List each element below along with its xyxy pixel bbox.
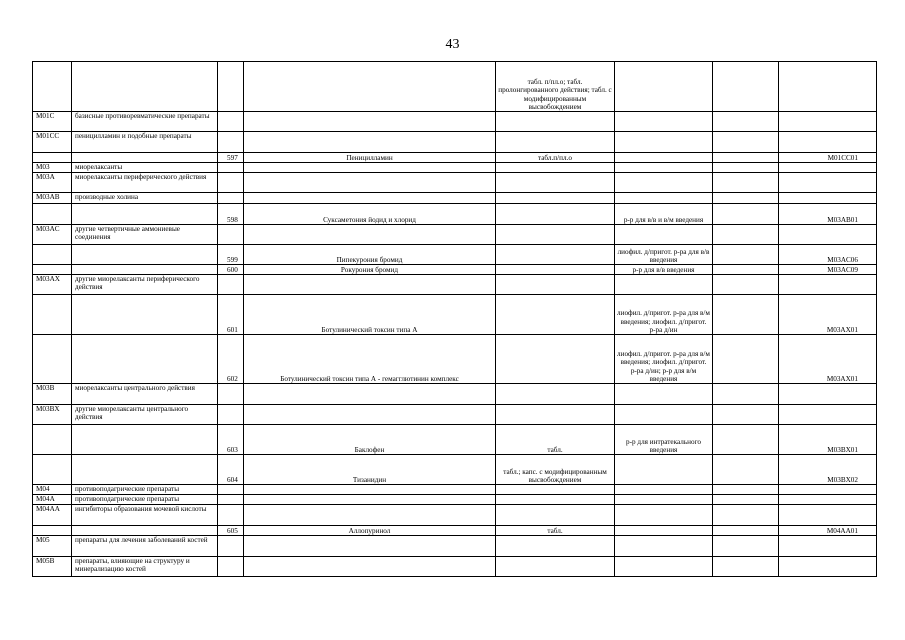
atc-code: M03BX01	[779, 425, 877, 455]
drug-name	[244, 163, 496, 173]
dosage-form	[496, 193, 615, 204]
empty-cell	[713, 384, 779, 405]
atc-code	[779, 557, 877, 577]
row-number	[218, 557, 244, 577]
dosage-form-hospital	[615, 455, 713, 485]
dosage-form	[496, 173, 615, 193]
table-row	[33, 275, 877, 295]
row-number	[218, 275, 244, 295]
atc-group-code: M04A	[33, 495, 72, 505]
dosage-form: табл.п/пл.о	[496, 153, 615, 163]
row-number: 602	[218, 335, 244, 384]
drug-name: Ботулинический токсин типа А - гемагглютинин комплекс	[244, 335, 496, 384]
row-number: 601	[218, 295, 244, 335]
drug-name	[244, 173, 496, 193]
empty-cell	[713, 265, 779, 275]
drug-name	[244, 225, 496, 245]
dosage-form	[496, 265, 615, 275]
table-row	[33, 193, 877, 204]
atc-code	[779, 62, 877, 112]
dosage-form-hospital	[615, 485, 713, 495]
dosage-form-hospital	[615, 557, 713, 577]
atc-group-code	[33, 265, 72, 275]
atc-code: M03BX02	[779, 455, 877, 485]
atc-code	[779, 495, 877, 505]
atc-group-name	[72, 245, 218, 265]
row-number: 603	[218, 425, 244, 455]
atc-group-code	[33, 62, 72, 112]
drug-name	[244, 485, 496, 495]
drug-name: Тизанидин	[244, 455, 496, 485]
table-row	[33, 405, 877, 425]
atc-code: M04AA01	[779, 526, 877, 536]
dosage-form	[496, 557, 615, 577]
row-number	[218, 405, 244, 425]
atc-group-name: миорелаксанты центрального действия	[72, 384, 218, 405]
row-number: 600	[218, 265, 244, 275]
atc-group-name: другие четвертичные аммониевые соединения	[72, 225, 218, 245]
dosage-form	[496, 112, 615, 132]
row-number: 604	[218, 455, 244, 485]
row-number	[218, 384, 244, 405]
dosage-form-hospital	[615, 495, 713, 505]
atc-group-code: M03A	[33, 173, 72, 193]
dosage-form-hospital	[615, 405, 713, 425]
atc-group-code	[33, 153, 72, 163]
dosage-form	[496, 132, 615, 153]
table-row	[33, 335, 877, 384]
table-row	[33, 204, 877, 225]
dosage-form-hospital	[615, 275, 713, 295]
drug-name	[244, 112, 496, 132]
empty-cell	[713, 275, 779, 295]
dosage-form	[496, 225, 615, 245]
atc-code	[779, 536, 877, 557]
table-row	[33, 536, 877, 557]
dosage-form	[496, 163, 615, 173]
dosage-form-hospital: лиофил. д/пригот. р-ра для в/м введения; лиофил. д/пригот. р-ра д/ин; р-р для в/м введения	[615, 335, 713, 384]
drug-name	[244, 275, 496, 295]
dosage-form	[496, 405, 615, 425]
atc-group-name	[72, 526, 218, 536]
atc-group-code: M03AX	[33, 275, 72, 295]
drug-name	[244, 384, 496, 405]
empty-cell	[713, 112, 779, 132]
atc-group-name	[72, 455, 218, 485]
atc-code	[779, 505, 877, 526]
empty-cell	[713, 173, 779, 193]
atc-group-code: M03BX	[33, 405, 72, 425]
atc-group-name: противоподагрические препараты	[72, 495, 218, 505]
atc-code	[779, 225, 877, 245]
atc-group-name: препараты, влияющие на структуру и минерализацию костей	[72, 557, 218, 577]
dosage-form-hospital	[615, 225, 713, 245]
dosage-form	[496, 335, 615, 384]
atc-group-code	[33, 245, 72, 265]
atc-group-name	[72, 335, 218, 384]
table-row	[33, 62, 877, 112]
dosage-form: табл.	[496, 526, 615, 536]
atc-code: M01CC01	[779, 153, 877, 163]
drug-name: Пеницилламин	[244, 153, 496, 163]
atc-group-code: M05B	[33, 557, 72, 577]
atc-group-name: базисные противоревматические препараты	[72, 112, 218, 132]
empty-cell	[713, 225, 779, 245]
row-number	[218, 225, 244, 245]
atc-group-code: M03B	[33, 384, 72, 405]
row-number	[218, 173, 244, 193]
empty-cell	[713, 62, 779, 112]
dosage-form-hospital	[615, 505, 713, 526]
atc-code	[779, 405, 877, 425]
dosage-form-hospital	[615, 193, 713, 204]
drug-name	[244, 505, 496, 526]
dosage-form-hospital: р-р для в/в введения	[615, 265, 713, 275]
row-number	[218, 193, 244, 204]
atc-group-name: производные холина	[72, 193, 218, 204]
dosage-form-hospital	[615, 112, 713, 132]
empty-cell	[713, 485, 779, 495]
row-number	[218, 505, 244, 526]
table-row	[33, 557, 877, 577]
atc-group-code	[33, 526, 72, 536]
dosage-form-hospital	[615, 526, 713, 536]
drug-name: Пипекурония бромид	[244, 245, 496, 265]
row-number	[218, 495, 244, 505]
dosage-form: табл.; капс. с модифицированным высвобождением	[496, 455, 615, 485]
table-row	[33, 455, 877, 485]
dosage-form-hospital	[615, 536, 713, 557]
drug-name: Рокурония бромид	[244, 265, 496, 275]
atc-group-name	[72, 425, 218, 455]
atc-group-code: M03AB	[33, 193, 72, 204]
row-number: 599	[218, 245, 244, 265]
atc-code	[779, 275, 877, 295]
atc-code	[779, 193, 877, 204]
table-row	[33, 265, 877, 275]
atc-group-code: M05	[33, 536, 72, 557]
drug-name: Баклофен	[244, 425, 496, 455]
drug-name	[244, 557, 496, 577]
empty-cell	[713, 132, 779, 153]
dosage-form-hospital	[615, 163, 713, 173]
drug-name: Аллопуринол	[244, 526, 496, 536]
atc-group-name	[72, 153, 218, 163]
dosage-form	[496, 275, 615, 295]
dosage-form: табл. п/пл.о; табл. пролонгированного действия; табл. с модифицированным высвобождением	[496, 62, 615, 112]
atc-group-name: другие миорелаксанты центрального действия	[72, 405, 218, 425]
drug-name	[244, 132, 496, 153]
atc-code	[779, 163, 877, 173]
atc-group-name: другие миорелаксанты периферического действия	[72, 275, 218, 295]
drug-name: Ботулинический токсин типа А	[244, 295, 496, 335]
atc-group-name: противоподагрические препараты	[72, 485, 218, 495]
dosage-form-hospital	[615, 132, 713, 153]
empty-cell	[713, 557, 779, 577]
atc-group-name	[72, 295, 218, 335]
atc-group-code	[33, 295, 72, 335]
empty-cell	[713, 505, 779, 526]
dosage-form	[496, 204, 615, 225]
table-row	[33, 485, 877, 495]
atc-group-code: M01CC	[33, 132, 72, 153]
dosage-form: табл.	[496, 425, 615, 455]
empty-cell	[713, 163, 779, 173]
atc-group-name: пеницилламин и подобные препараты	[72, 132, 218, 153]
atc-group-code	[33, 455, 72, 485]
row-number	[218, 62, 244, 112]
table-body	[33, 62, 877, 577]
atc-code: M03AX01	[779, 295, 877, 335]
empty-cell	[713, 153, 779, 163]
drug-name	[244, 536, 496, 557]
atc-group-code: M03AC	[33, 225, 72, 245]
atc-code: M03AC06	[779, 245, 877, 265]
dosage-form	[496, 495, 615, 505]
dosage-form-hospital: р-р для в/в и в/м введения	[615, 204, 713, 225]
atc-code: M03AX01	[779, 335, 877, 384]
atc-group-name: миорелаксанты	[72, 163, 218, 173]
atc-group-code	[33, 335, 72, 384]
page-number: 43	[445, 37, 460, 52]
empty-cell	[713, 526, 779, 536]
atc-group-code: M04AA	[33, 505, 72, 526]
empty-cell	[713, 425, 779, 455]
table-row	[33, 425, 877, 455]
atc-group-name	[72, 265, 218, 275]
dosage-form	[496, 536, 615, 557]
table-row	[33, 495, 877, 505]
table-row	[33, 132, 877, 153]
row-number	[218, 485, 244, 495]
atc-group-code: M04	[33, 485, 72, 495]
row-number: 605	[218, 526, 244, 536]
dosage-form	[496, 295, 615, 335]
drug-name	[244, 495, 496, 505]
table-row	[33, 505, 877, 526]
atc-group-code: M03	[33, 163, 72, 173]
empty-cell	[713, 455, 779, 485]
table-row	[33, 225, 877, 245]
empty-cell	[713, 245, 779, 265]
table-row	[33, 153, 877, 163]
dosage-form-hospital	[615, 384, 713, 405]
table-row	[33, 384, 877, 405]
atc-code: M03AB01	[779, 204, 877, 225]
row-number	[218, 163, 244, 173]
row-number	[218, 112, 244, 132]
dosage-form-hospital: лиофил. д/пригот. р-ра для в/в введения	[615, 245, 713, 265]
drug-name	[244, 193, 496, 204]
dosage-form-hospital	[615, 153, 713, 163]
dosage-form	[496, 384, 615, 405]
atc-group-name	[72, 204, 218, 225]
table-row	[33, 112, 877, 132]
empty-cell	[713, 405, 779, 425]
atc-group-name: ингибиторы образования мочевой кислоты	[72, 505, 218, 526]
row-number	[218, 132, 244, 153]
atc-group-code: M01C	[33, 112, 72, 132]
atc-group-name	[72, 62, 218, 112]
atc-code	[779, 173, 877, 193]
table-row	[33, 295, 877, 335]
table-row	[33, 163, 877, 173]
atc-group-code	[33, 425, 72, 455]
empty-cell	[713, 193, 779, 204]
dosage-form-hospital: лиофил. д/пригот. р-ра для в/м введения; лиофил. д/пригот. р-ра д/ин	[615, 295, 713, 335]
atc-code	[779, 384, 877, 405]
table-row	[33, 526, 877, 536]
row-number: 597	[218, 153, 244, 163]
atc-group-name: миорелаксанты периферического действия	[72, 173, 218, 193]
empty-cell	[713, 495, 779, 505]
dosage-form	[496, 245, 615, 265]
drug-name	[244, 62, 496, 112]
atc-code	[779, 485, 877, 495]
dosage-form-hospital	[615, 62, 713, 112]
dosage-form-hospital	[615, 173, 713, 193]
atc-code	[779, 132, 877, 153]
empty-cell	[713, 536, 779, 557]
empty-cell	[713, 204, 779, 225]
table-row	[33, 245, 877, 265]
drug-name: Суксаметония йодид и хлорид	[244, 204, 496, 225]
empty-cell	[713, 295, 779, 335]
row-number: 598	[218, 204, 244, 225]
atc-code: M03AC09	[779, 265, 877, 275]
table-row	[33, 173, 877, 193]
atc-group-name: препараты для лечения заболеваний костей	[72, 536, 218, 557]
atc-code	[779, 112, 877, 132]
empty-cell	[713, 335, 779, 384]
dosage-form	[496, 485, 615, 495]
atc-group-code	[33, 204, 72, 225]
dosage-form-hospital: р-р для интратекального введения	[615, 425, 713, 455]
drug-list-table	[32, 61, 877, 577]
dosage-form	[496, 505, 615, 526]
drug-name	[244, 405, 496, 425]
row-number	[218, 536, 244, 557]
